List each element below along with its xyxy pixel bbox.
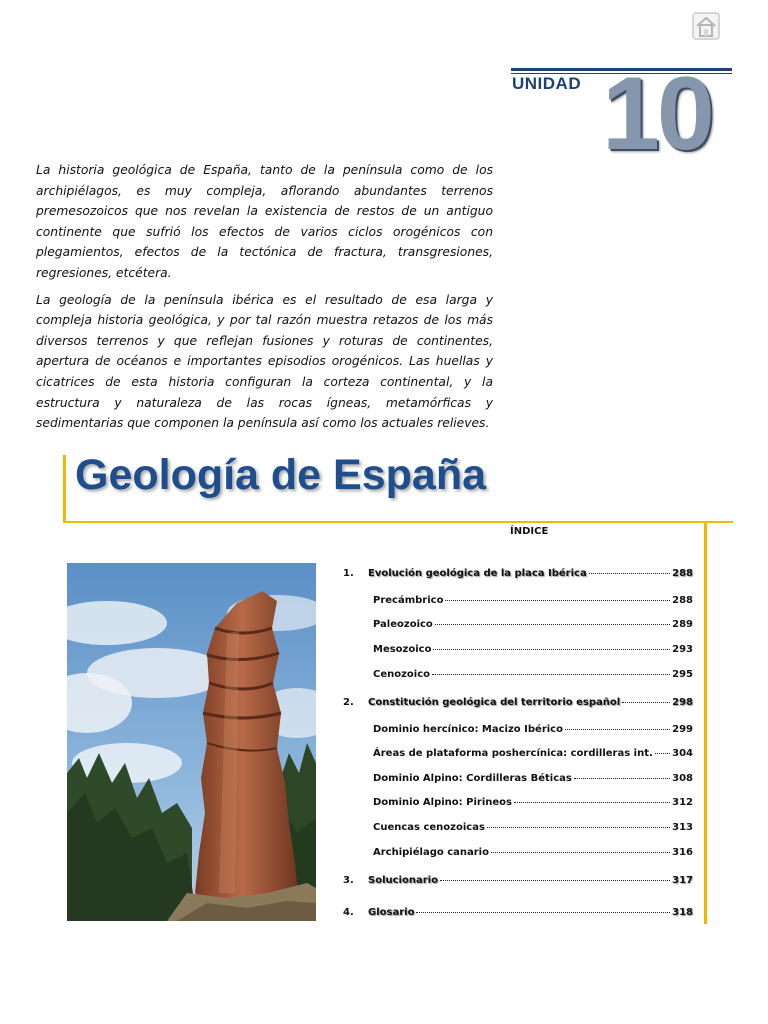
toc-page: 313 [672, 822, 693, 833]
toc-label: Cuencas cenozoicas [373, 822, 485, 833]
toc-page: 308 [672, 773, 693, 784]
toc-entry-cenozoico[interactable] [373, 669, 693, 680]
toc-leader [574, 778, 670, 779]
toc-label: Áreas de plataforma poshercínica: cordilleras int. [373, 748, 653, 759]
index-frame-right [704, 521, 707, 924]
toc-label: Precámbrico [373, 595, 444, 606]
toc-leader [622, 702, 670, 703]
toc-label: Mesozoico [373, 644, 432, 655]
toc-label: Cenozoico [373, 669, 431, 680]
page-title: Geología de España [75, 451, 486, 499]
rock-pillar-illustration [67, 563, 316, 921]
unit-label: UNIDAD [512, 74, 582, 93]
unit-number: 10 [602, 56, 712, 172]
toc-leader [416, 912, 670, 913]
toc-page: 299 [672, 724, 693, 735]
toc-number: 3. [343, 875, 354, 886]
toc-entry-cuencas[interactable] [373, 822, 693, 833]
toc-entry-3[interactable] [343, 875, 693, 886]
toc-entry-beticas[interactable] [373, 773, 693, 784]
title-frame-bottom [63, 521, 733, 523]
toc-label: Solucionario [368, 875, 438, 886]
index-heading: ÍNDICE [510, 526, 549, 537]
toc-entry-pirineos[interactable] [373, 797, 693, 808]
toc-page: 317 [672, 875, 693, 886]
toc-label: Archipiélago canario [373, 847, 489, 858]
toc-page: 288 [672, 568, 693, 579]
toc-entry-precambrico[interactable] [373, 595, 693, 606]
toc-number: 2. [343, 697, 354, 708]
toc-leader [589, 573, 670, 574]
home-icon [690, 10, 722, 42]
toc-page: 312 [672, 797, 693, 808]
toc-leader [487, 827, 670, 828]
toc-leader [445, 600, 670, 601]
toc-entry-canario[interactable] [373, 847, 693, 858]
toc-label: Glosario [368, 907, 415, 918]
toc-entry-1[interactable] [343, 568, 693, 579]
toc-leader [565, 729, 670, 730]
toc-page: 289 [672, 619, 693, 630]
toc-page: 295 [672, 669, 693, 680]
toc-page: 293 [672, 644, 693, 655]
toc-leader [435, 624, 670, 625]
toc-entry-4[interactable] [343, 907, 693, 918]
toc-entry-mesozoico[interactable] [373, 644, 693, 655]
toc-page: 288 [672, 595, 693, 606]
toc-page: 304 [672, 748, 693, 759]
intro-text [36, 160, 493, 440]
toc-label: Constitución geológica del territorio español [368, 697, 621, 708]
toc-label: Paleozoico [373, 619, 433, 630]
toc-label: Evolución geológica de la placa Ibérica [368, 568, 587, 579]
toc-leader [433, 649, 670, 650]
toc-leader [491, 852, 670, 853]
toc-number: 4. [343, 907, 354, 918]
toc-label: Dominio hercínico: Macizo Ibérico [373, 724, 563, 735]
title-frame-left [63, 455, 66, 523]
toc-page: 318 [672, 907, 693, 918]
toc-entry-paleozoico[interactable] [373, 619, 693, 630]
toc-entry-poshercinica[interactable] [373, 748, 693, 759]
toc-entry-hercinico[interactable] [373, 724, 693, 735]
intro-paragraph: La geología de la península ibérica es el resultado de esa larga y compleja historia geológica, y por tal razón muestra retazos de los más diversos terrenos y que reflejan fusiones y roturas de continentes, apertura de océanos e importantes episodios orogénicos. Las huellas y cicatrices de esta historia configuran la corteza continental, y la estructura y naturaleza de las rocas ígneas, metamórficas y sedimentarias que componen la península así como los actuales relieves. [36, 292, 493, 431]
intro-paragraph: La historia geológica de España, tanto de la península como de los archipiélagos, es muy compleja, aflorando abundantes terrenos premesozoicos que nos revelan la existencia de restos de un antiguo continente que sufrió los efectos de varios ciclos orogénicos con plegamientos, efectos de la tectónica de fractura, transgresiones, regresiones, etcétera. [36, 163, 493, 280]
toc-label: Dominio Alpino: Pirineos [373, 797, 512, 808]
toc-leader [514, 802, 670, 803]
toc-leader [432, 674, 670, 675]
toc-entry-2[interactable] [343, 697, 693, 708]
rock-pillar-photo [67, 563, 316, 921]
home-button[interactable] [690, 10, 722, 42]
toc-number: 1. [343, 568, 354, 579]
toc-leader [440, 880, 670, 881]
toc-label: Dominio Alpino: Cordilleras Béticas [373, 773, 572, 784]
toc-page: 316 [672, 847, 693, 858]
toc-page: 298 [672, 697, 693, 708]
toc-leader [655, 753, 670, 754]
